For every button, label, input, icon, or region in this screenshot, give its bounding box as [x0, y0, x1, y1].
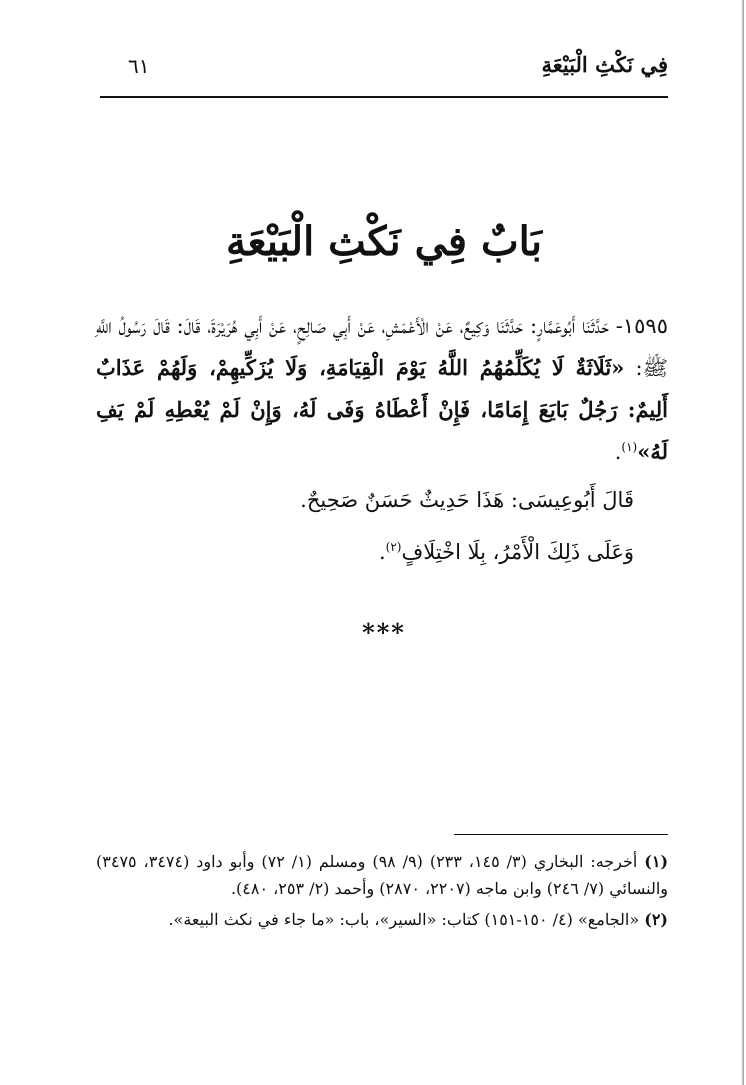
footnote-text: «الجامع» (٤/ ١٥٠-١٥١) كتاب: «السير»، باب: «ما جاء في نكث البيعة».: [168, 910, 640, 929]
page-number: ٦١: [128, 54, 150, 78]
header-rule: [100, 96, 668, 98]
footnote-rule: [454, 834, 668, 835]
agreement-paragraph: [96, 531, 668, 573]
agreement-end-mark: .: [378, 540, 386, 564]
hadith-paragraph: [96, 305, 668, 473]
hadith-number: ١٥٩٥-: [615, 314, 668, 338]
chapter-title: بَابٌ فِي نَكْثِ الْبَيْعَةِ: [226, 218, 542, 265]
footnote-mark: (١): [644, 852, 669, 871]
footnote-2: [96, 906, 668, 933]
author-comment: قَالَ أَبُوعِيسَى: هَذَا حَدِيثٌ حَسَنٌ صَحِيحٌ.: [300, 488, 634, 512]
footnote-1: [96, 848, 668, 902]
footnote-ref-1[interactable]: (١): [621, 440, 638, 454]
footnotes: [96, 848, 668, 937]
section-separator: ***: [362, 618, 406, 647]
hadith-isnad: حَدَّثَنَا أَبُوعَمَّارٍ: حَدَّثَنَا وَكِيعٌ، عَنْ الْأَعْمَشِ، عَنْ أَبِي صَالِحٍ، عَنْ أَبِي هُرَيْرَةَ، قَالَ: قَالَ رَسُولُ اللَّهِ ﷺ:: [96, 314, 668, 380]
hadith-end-mark: .: [614, 440, 622, 464]
agreement-text: وَعَلَى ذَلِكَ الْأَمْرُ، بِلَا اخْتِلَافٍ: [401, 540, 634, 564]
footnote-ref-2[interactable]: (٢): [385, 540, 402, 554]
hadith-matn: «ثَلَاثَةٌ لَا يُكَلِّمُهُمُ اللَّهُ يَوْمَ الْقِيَامَةِ، وَلَا يُزَكِّيهِمْ، وَلَهُمْ عَذَابٌ أَلِيمٌ: رَجُلٌ بَايَعَ إِمَامًا، فَإِنْ أَعْطَاهُ وَفَى لَهُ، وَإِنْ لَمْ يُعْطِهِ لَمْ يَفِ لَهُ»: [96, 355, 668, 464]
main-text: [96, 305, 668, 573]
running-title: فِي نَكْثِ الْبَيْعَةِ: [541, 52, 668, 77]
running-header: [100, 50, 668, 96]
footnote-text: أخرجه: البخاري (٣/ ١٤٥، ٢٣٣) (٩/ ٩٨) ومسلم (١/ ٧٢) وأبو داود (٣٤٧٤، ٣٤٧٥) والنسائي (٧/ ٢٤٦) وابن ماجه (٢٢٠٧، ٢٨٧٠) وأحمد (٢/ ٢٥٣، ٤٨٠).: [96, 852, 668, 898]
footnote-mark: (٢): [644, 910, 668, 929]
page-edge: [741, 0, 744, 1085]
